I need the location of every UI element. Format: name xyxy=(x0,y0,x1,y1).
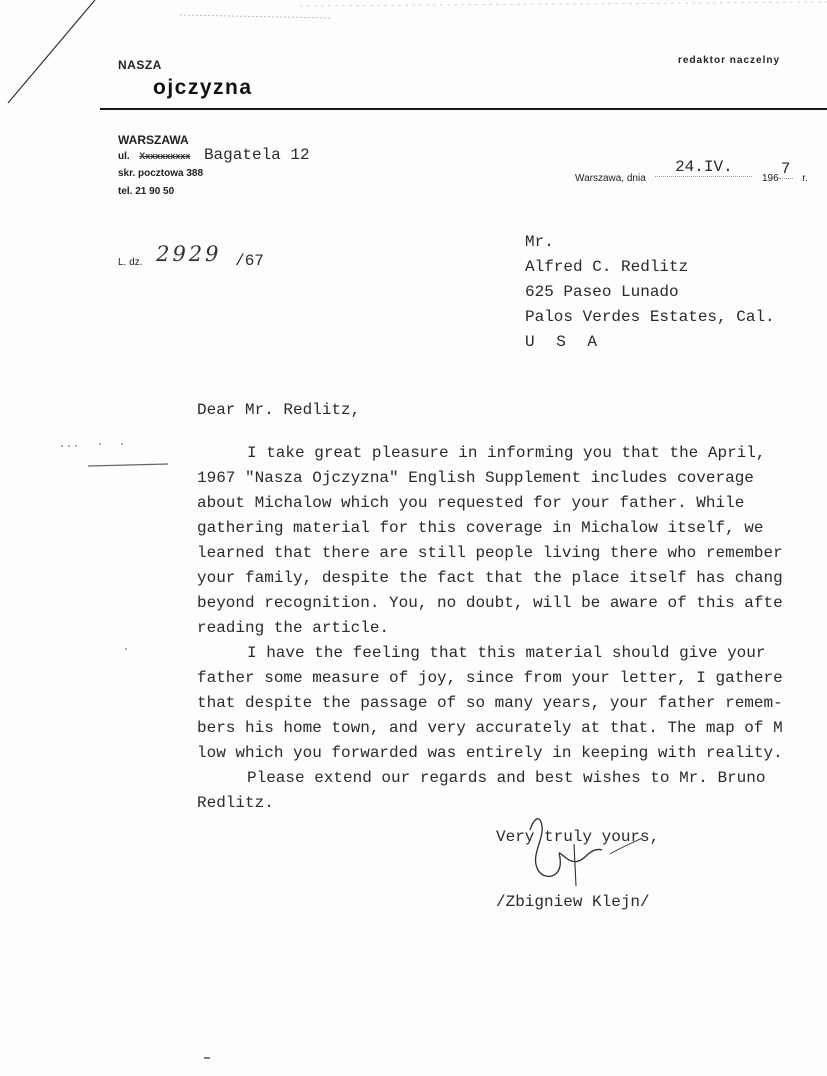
recipient-line: Alfred C. Redlitz xyxy=(525,258,689,276)
valediction: Very truly yours, xyxy=(496,828,660,846)
year-suffix: r. xyxy=(802,173,808,184)
reference-label: L. dz. xyxy=(118,257,143,268)
street-typed: Bagatela 12 xyxy=(203,146,310,164)
text-line: Please extend our regards and best wishes to Mr. Bruno xyxy=(247,769,766,787)
text-line: Redlitz. xyxy=(197,794,274,812)
reference-handwritten: 2929 xyxy=(156,242,222,266)
paragraph-1 xyxy=(197,441,827,641)
year-digit: 7 xyxy=(779,160,793,179)
text-line: I take great pleasure in informing you that the April, xyxy=(247,444,766,462)
text-line: gathering material for this coverage in Michalow itself, we xyxy=(197,519,764,537)
recipient-line: Palos Verdes Estates, Cal. xyxy=(525,308,775,326)
signer-name: /Zbigniew Klejn/ xyxy=(496,893,650,911)
brand-logo: ojczyzna xyxy=(153,76,253,99)
street-struck: Xxxxxxxxxx xyxy=(139,151,191,161)
text-line: I have the feeling that this material should give your xyxy=(247,644,766,662)
text-line: bers his home town, and very accurately at that. The map of M xyxy=(197,719,783,737)
letterhead-rule xyxy=(100,108,827,110)
text-line: reading the article. xyxy=(197,619,390,637)
text-line: beyond recognition. You, no doubt, will be aware of this afte xyxy=(197,594,783,612)
street-line xyxy=(118,146,310,164)
po-box: skr. pocztowa 388 xyxy=(118,168,204,179)
salutation: Dear Mr. Redlitz, xyxy=(197,401,361,419)
date-day-month: 24.IV. xyxy=(655,158,752,177)
recipient-line: U S A xyxy=(525,333,604,351)
reference-suffix: /67 xyxy=(235,252,264,270)
text-line: 1967 "Nasza Ojczyzna" English Supplement includes coverage xyxy=(197,469,754,487)
reference-number xyxy=(118,242,264,270)
street-prefix: ul. xyxy=(118,151,130,162)
editor-role: redaktor naczelny xyxy=(678,55,781,66)
date-line xyxy=(575,158,808,187)
text-line: about Michalow which you requested for your father. While xyxy=(197,494,745,512)
text-line: learned that there are still people living there who remember xyxy=(197,544,783,562)
year-prefix: 196 xyxy=(762,173,779,184)
recipient-line: Mr. xyxy=(525,233,554,251)
text-line: that despite the passage of so many years, your father remem- xyxy=(197,694,783,712)
phone: tel. 21 90 50 xyxy=(118,186,175,197)
text-line: your family, despite the fact that the place itself has chang xyxy=(197,569,783,587)
brand-top: NASZA xyxy=(118,58,162,72)
handwritten-signature xyxy=(500,808,660,888)
city: WARSZAWA xyxy=(118,133,189,147)
text-line: low which you forwarded was entirely in keeping with reality. xyxy=(197,744,783,762)
paragraph-2 xyxy=(197,641,827,766)
date-label: Warszawa, dnia xyxy=(575,173,646,184)
text-line: father some measure of joy, since from your letter, I gathere xyxy=(197,669,783,687)
recipient-line: 625 Paseo Lunado xyxy=(525,283,679,301)
